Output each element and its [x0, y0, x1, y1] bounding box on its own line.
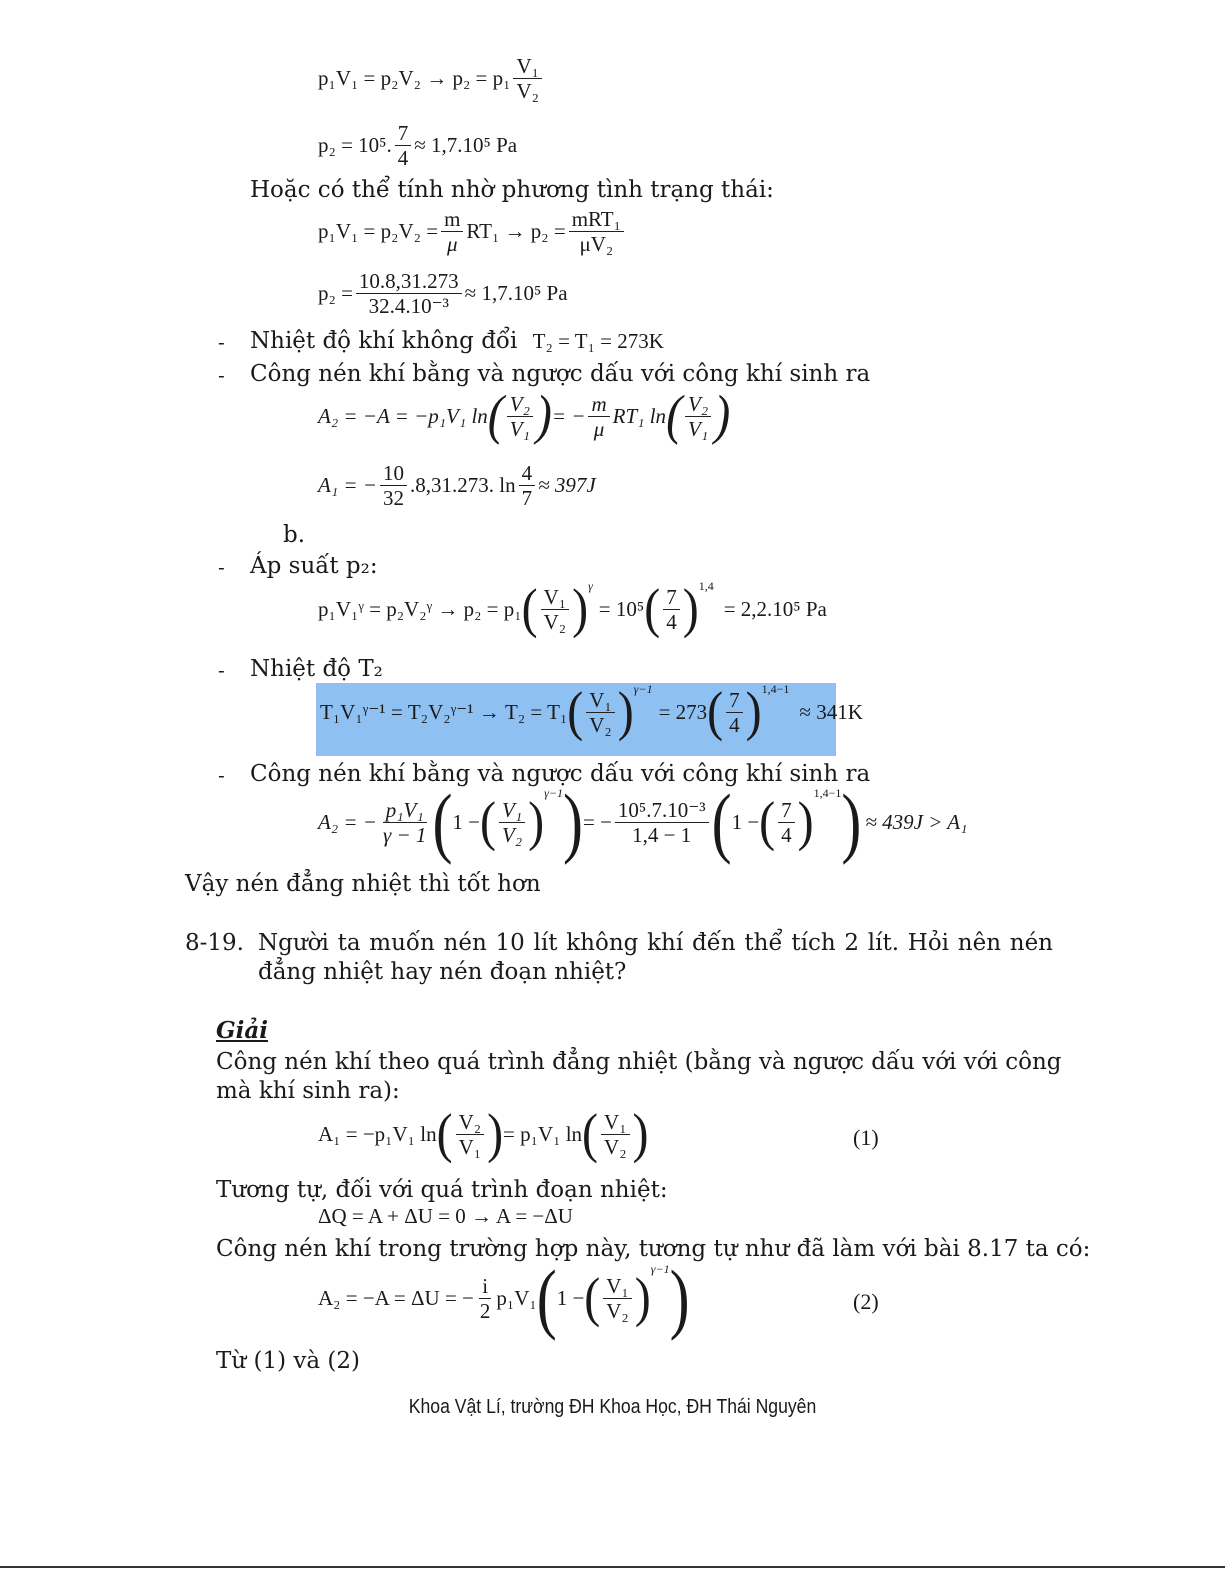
- parenthesis-group: ( $\frac{7}{4}$ ) 1,4: [644, 577, 714, 639]
- fraction: $\frac{7}{4}$: [395, 122, 412, 169]
- parenthesis-group: ( 1 − ( $\frac{\text{V₁}}{\text{V₂}}$ ) γ−1 ): [432, 779, 583, 865]
- eq-text: RT₁ ln: [612, 403, 667, 428]
- eq-text: T₂ = T₁ = 273K: [532, 329, 664, 353]
- eq-text: p₂ =: [318, 281, 353, 305]
- eq-text: A₂ = −A = −p₁V₁ ln: [318, 403, 488, 428]
- eq-text: p₁V₁ᵞ = p₂V₂ᵞ → p₂ = p₁: [318, 596, 522, 621]
- bullet-text: Nhiệt độ khí không đổi: [250, 328, 518, 354]
- eq-text: = 273: [658, 699, 708, 724]
- fraction: $\frac{4}{7}$: [519, 462, 536, 509]
- equation-label-2: (2): [853, 1289, 879, 1314]
- equation-work-isothermal: [318, 384, 731, 446]
- fraction: $\frac{i}{2}$: [479, 1273, 491, 1323]
- fraction: $\frac{\text{V₁}}{\text{V₂}}$: [513, 55, 542, 102]
- eq-text: T₁V₁ᵞ⁻¹ = T₂V₂ᵞ⁻¹ → T₂ = T₁: [320, 699, 568, 724]
- bullet-temperature-t2: Nhiệt độ T₂: [250, 656, 383, 682]
- eq-text: = 2,2.10⁵ Pa: [723, 596, 827, 621]
- bullet-temperature: [250, 326, 664, 356]
- solution-heading: Giải: [216, 1017, 269, 1044]
- bullet-dash: -: [218, 363, 225, 387]
- bullet-dash: -: [218, 658, 225, 682]
- parenthesis-group: ( $\frac{\text{V₂}}{\text{V₁}}$ ): [666, 384, 731, 446]
- eq-text: = −: [582, 809, 612, 834]
- eq-text: ≈ 439J > A₁: [865, 809, 968, 834]
- parenthesis-group: ( 1 − ( $\frac{7}{4}$ ) 1,4−1 ): [711, 779, 862, 865]
- parenthesis-group: ( $\frac{\text{V₂}}{\text{V₁}}$ ): [487, 384, 552, 446]
- page-footer: Khoa Vật Lí, trường ĐH Khoa Học, ĐH Thái Nguyên: [408, 1396, 817, 1418]
- solution-line-4: Công nén khí trong trường hợp này, tương tự như đã làm với bài 8.17 ta có:: [216, 1236, 1091, 1262]
- eq-text: p₁V₁: [496, 1285, 537, 1310]
- equation-adiabatic-pressure: [318, 577, 827, 639]
- bullet-dash: -: [218, 763, 225, 787]
- parenthesis-group: ( $\frac{\text{V₁}}{\text{V₂}}$ ) γ−1: [567, 680, 653, 742]
- bullet-work: Công nén khí bằng và ngược dấu với công khí sinh ra: [250, 361, 871, 387]
- bullet-pressure: Áp suất p₂:: [250, 553, 378, 579]
- eq-text: RT₁ → p₂ =: [466, 219, 566, 243]
- eq-text: A₁ = −p₁V₁ ln: [318, 1121, 437, 1146]
- fraction: $\frac{\text{mRT₁}}{\text{μV₂}}$: [569, 208, 624, 255]
- solution-line-2: mà khí sinh ra):: [216, 1078, 400, 1104]
- parenthesis-group: ( $\frac{7}{4}$ ) 1,4−1: [707, 680, 790, 742]
- fraction: $\frac{m}{\mu}$: [441, 208, 463, 255]
- fraction: $\frac{10.8,31.273}{\text{32.4.10⁻³}}$: [356, 270, 462, 317]
- bullet-work-adiabatic: Công nén khí bằng và ngược dấu với công khí sinh ra: [250, 761, 871, 787]
- eq-text: ≈ 1,7.10⁵ Pa: [464, 281, 568, 305]
- fraction: $\frac{m}{\mu}$: [588, 393, 609, 440]
- equation-p2-value: [318, 122, 517, 169]
- page-bottom-border: [0, 1566, 1225, 1568]
- fraction: $\frac{\text{10⁵.7.10⁻³}}{1,4 - 1}$: [615, 799, 709, 846]
- bullet-dash: -: [218, 555, 225, 579]
- eq-text: = p₁V₁ ln: [503, 1121, 583, 1146]
- solution-line-1: Công nén khí theo quá trình đẳng nhiệt (bằng và ngược dấu với với công: [216, 1049, 1062, 1075]
- eq-text: A₂ = −: [318, 809, 377, 834]
- problem-line-2: đẳng nhiệt hay nén đoạn nhiệt?: [258, 959, 627, 985]
- equation-state: [318, 208, 627, 255]
- eq-text: p₂ = 10⁵.: [318, 133, 392, 157]
- conclusion-text: Vậy nén đẳng nhiệt thì tốt hơn: [185, 871, 541, 897]
- eq-text: .8,31.273. ln: [409, 473, 516, 497]
- equation-label-1: (1): [853, 1125, 879, 1150]
- eq-text: = 10⁵: [598, 596, 645, 621]
- parenthesis-group: ( $\frac{\text{V₁}}{\text{V₂}}$ ) γ: [521, 577, 593, 639]
- parenthesis-group: ( 1 − ( $\frac{\text{V₁}}{\text{V₂}}$ ) γ−1 ): [536, 1255, 690, 1341]
- equation-work-value: [318, 462, 596, 509]
- eq-text: ≈ 397J: [538, 473, 596, 497]
- equation-work-adiabatic: [318, 779, 968, 865]
- solution-line-5: Từ (1) và (2): [216, 1348, 360, 1374]
- equation-heat: ΔQ = A + ΔU = 0 → A = −ΔU: [318, 1204, 573, 1228]
- alt-method-text: Hoặc có thể tính nhờ phương tình trạng thái:: [250, 177, 774, 203]
- problem-number: 8-19.: [185, 930, 244, 956]
- equation-adiabatic-temperature: [320, 680, 863, 742]
- equation-2: [318, 1255, 690, 1341]
- fraction: $\frac{\text{p₁V₁}}{\gamma - 1}$: [382, 797, 427, 847]
- eq-text: p₁V₁ = p₂V₂ =: [318, 219, 439, 243]
- fraction: $\frac{10}{32}$: [380, 462, 407, 509]
- parenthesis-group: ( $\frac{\text{V₁}}{\text{V₂}}$ ): [582, 1102, 649, 1164]
- eq-text: ≈ 1,7.10⁵ Pa: [414, 133, 518, 157]
- equation-1: [318, 1102, 649, 1164]
- eq-text: p₁V₁ = p₂V₂ → p₂ = p₁: [318, 66, 511, 90]
- solution-line-3: Tương tự, đối với quá trình đoạn nhiệt:: [216, 1177, 668, 1203]
- eq-text: A₁ = −: [318, 473, 377, 497]
- part-b-label: b.: [283, 522, 306, 548]
- eq-text: ≈ 341K: [799, 699, 863, 724]
- bullet-dash: -: [218, 330, 225, 354]
- eq-text: A₂ = −A = ΔU = −: [318, 1285, 474, 1310]
- equation-boyle: [318, 55, 545, 102]
- parenthesis-group: ( $\frac{\text{V₂}}{\text{V₁}}$ ): [436, 1102, 504, 1164]
- problem-line-1: Người ta muốn nén 10 lít không khí đến thể tích 2 lít. Hỏi nên nén: [258, 930, 1053, 956]
- eq-text: = −: [551, 403, 586, 428]
- equation-p2-numeric: [318, 270, 568, 317]
